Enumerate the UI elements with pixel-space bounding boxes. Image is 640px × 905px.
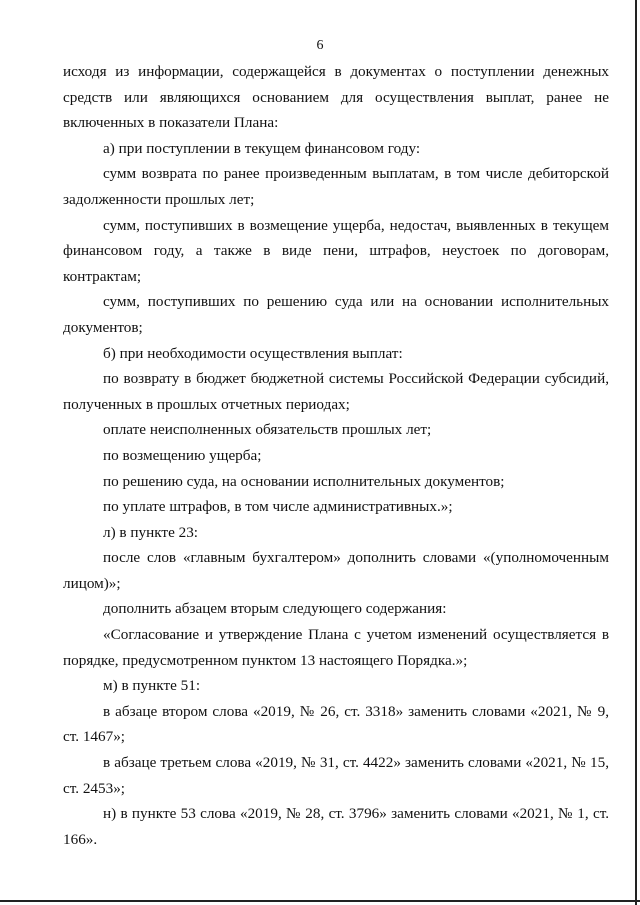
paragraph: по возврату в бюджет бюджетной системы Российской Федерации субсидий, полученных в прошлых отчетных периодах; bbox=[63, 370, 609, 413]
page-number: 6 bbox=[316, 38, 324, 53]
paragraph: сумм, поступивших по решению суда или на основании исполнительных документов; bbox=[63, 293, 609, 336]
paragraph: в абзаце третьем слова «2019, № 31, ст. 4422» заменить словами «2021, № 15, ст. 2453»; bbox=[63, 754, 609, 797]
paragraph: л) в пункте 23: bbox=[103, 523, 199, 541]
paragraph: сумм, поступивших в возмещение ущерба, недостач, выявленных в текущем финансовом году, а также в виде пени, штрафов, неустоек по договорам, контрактам; bbox=[63, 216, 609, 285]
paragraph: оплате неисполненных обязательств прошлых лет; bbox=[103, 421, 432, 439]
paragraph: дополнить абзацем вторым следующего содержания: bbox=[103, 600, 447, 618]
document-body bbox=[63, 59, 609, 852]
paragraph: по решению суда, на основании исполнительных документов; bbox=[103, 472, 505, 490]
scan-border-bottom bbox=[0, 900, 640, 902]
paragraph: н) в пункте 53 слова «2019, № 28, ст. 3796» заменить словами «2021, № 1, ст. 166». bbox=[63, 805, 609, 848]
paragraph: после слов «главным бухгалтером» дополнить словами «(уполномоченным лицом)»; bbox=[63, 549, 609, 592]
paragraph: а) при поступлении в текущем финансовом году: bbox=[103, 139, 421, 157]
paragraph: «Согласование и утверждение Плана с учетом изменений осуществляется в порядке, предусмотренном пунктом 13 настоящего Порядка.»; bbox=[63, 626, 609, 669]
paragraph: сумм возврата по ранее произведенным выплатам, в том числе дебиторской задолженности прошлых лет; bbox=[63, 165, 609, 208]
paragraph: м) в пункте 51: bbox=[103, 677, 201, 695]
paragraph: по возмещению ущерба; bbox=[103, 446, 262, 464]
paragraph: по уплате штрафов, в том числе административных.»; bbox=[103, 498, 453, 516]
paragraph: б) при необходимости осуществления выплат: bbox=[103, 344, 403, 362]
scan-border-right bbox=[635, 0, 637, 905]
paragraph: исходя из информации, содержащейся в документах о поступлении денежных средств или являющихся основанием для осуществления выплат, ранее не включенных в показатели Плана: bbox=[63, 63, 609, 132]
paragraph: в абзаце втором слова «2019, № 26, ст. 3318» заменить словами «2021, № 9, ст. 1467»; bbox=[63, 702, 609, 746]
